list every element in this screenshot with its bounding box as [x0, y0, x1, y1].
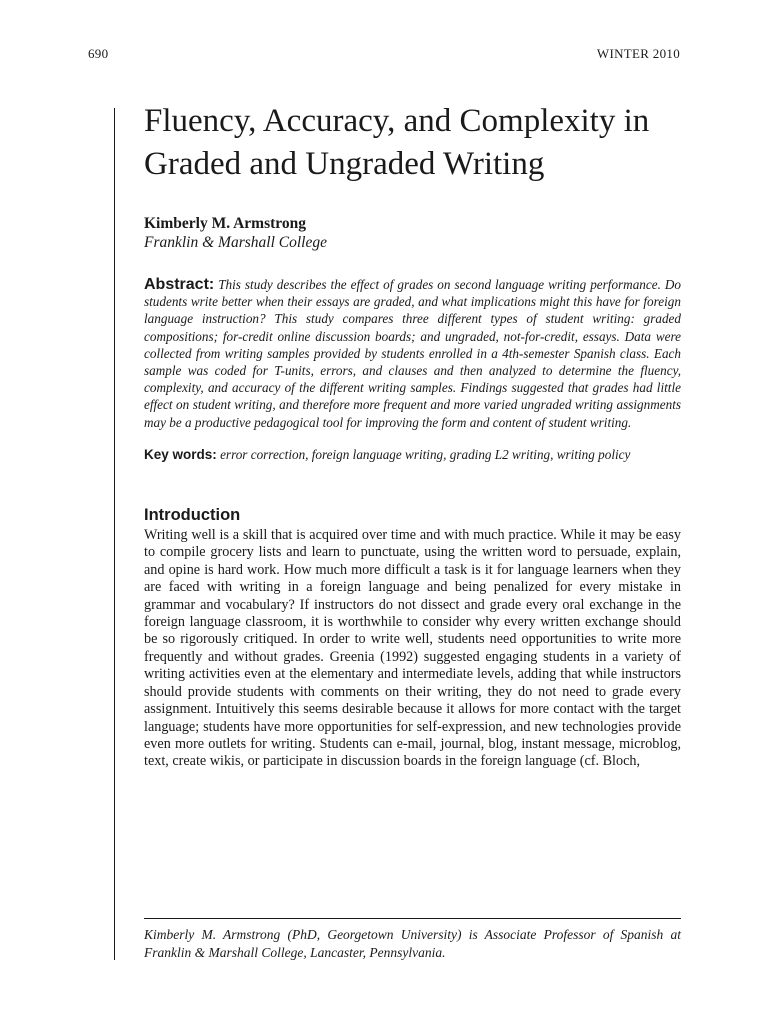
- byline: [144, 214, 681, 252]
- abstract-text: This study describes the effect of grades on second language writing performance. Do students write better when their essays are graded, and what implications might this have for foreign language instruction? This study compares three different types of student writing: graded compositions; for-credit online discussion boards; and ungraded, not-for-credit, essays. Data were collected from writing samples provided by students enrolled in a 4th-semester Spanish class. Each sample was coded for T-units, errors, and clauses and then analyzed to determine the fluency, complexity, and accuracy of the different writing samples. Findings suggested that grades had little effect on student writing, and therefore more frequent and more varied ungraded writing assignments may be a productive pedagogical tool for improving the form and content of student writing.: [144, 277, 681, 430]
- margin-rule: [114, 108, 115, 960]
- author-name: Kimberly M. Armstrong: [144, 215, 307, 232]
- author-affiliation: Franklin & Marshall College: [144, 234, 327, 251]
- keywords: [144, 446, 681, 463]
- journal-issue: WINTER 2010: [596, 46, 680, 61]
- keywords-text: error correction, foreign language writing, grading L2 writing, writing policy: [220, 446, 631, 462]
- footnote-rule: [144, 918, 681, 919]
- page-number: 690: [88, 46, 109, 61]
- abstract: [144, 276, 681, 431]
- introduction-paragraph: Writing well is a skill that is acquired over time and with much practice. While it may be easy to compile grocery lists and learn to punctuate, using the written word to persuade, explain, and opine is hard work. How much more difficult a task is it for language learners when they are faced with writing in a foreign language and being penalized for every mistake in grammar and vocabulary? If instructors do not dissect and grade every oral exchange in the foreign language classroom, it is worthwhile to consider why every written exchange should be so rigorously critiqued. In order to write well, students need opportunities to write more frequently and without grades. Greenia (1992) suggested engaging students in a variety of writing activities even at the elementary and intermediate levels, adding that while instructors should provide students with comments on their writing, they do not need to grade every assignment. Intuitively this seems desirable because it allows for more contact with the target language; students have more opportunities for self-expression, and new technologies provide even more outlets for writing. Students can e-mail, journal, blog, instant message, microblog, text, create wikis, or participate in discussion boards in the foreign language (cf. Bloch,: [144, 527, 681, 770]
- keywords-label: Key words:: [144, 446, 217, 462]
- article-title: Fluency, Accuracy, and Complexity in Graded and Ungraded Writing: [144, 103, 650, 182]
- author-footnote: Kimberly M. Armstrong (PhD, Georgetown University) is Associate Professor of Spanish at Franklin & Marshall College, Lancaster, Pennsylvania.: [144, 927, 681, 960]
- abstract-label: Abstract:: [144, 276, 215, 293]
- section-heading-introduction: Introduction: [144, 506, 241, 525]
- article-body: [144, 100, 681, 771]
